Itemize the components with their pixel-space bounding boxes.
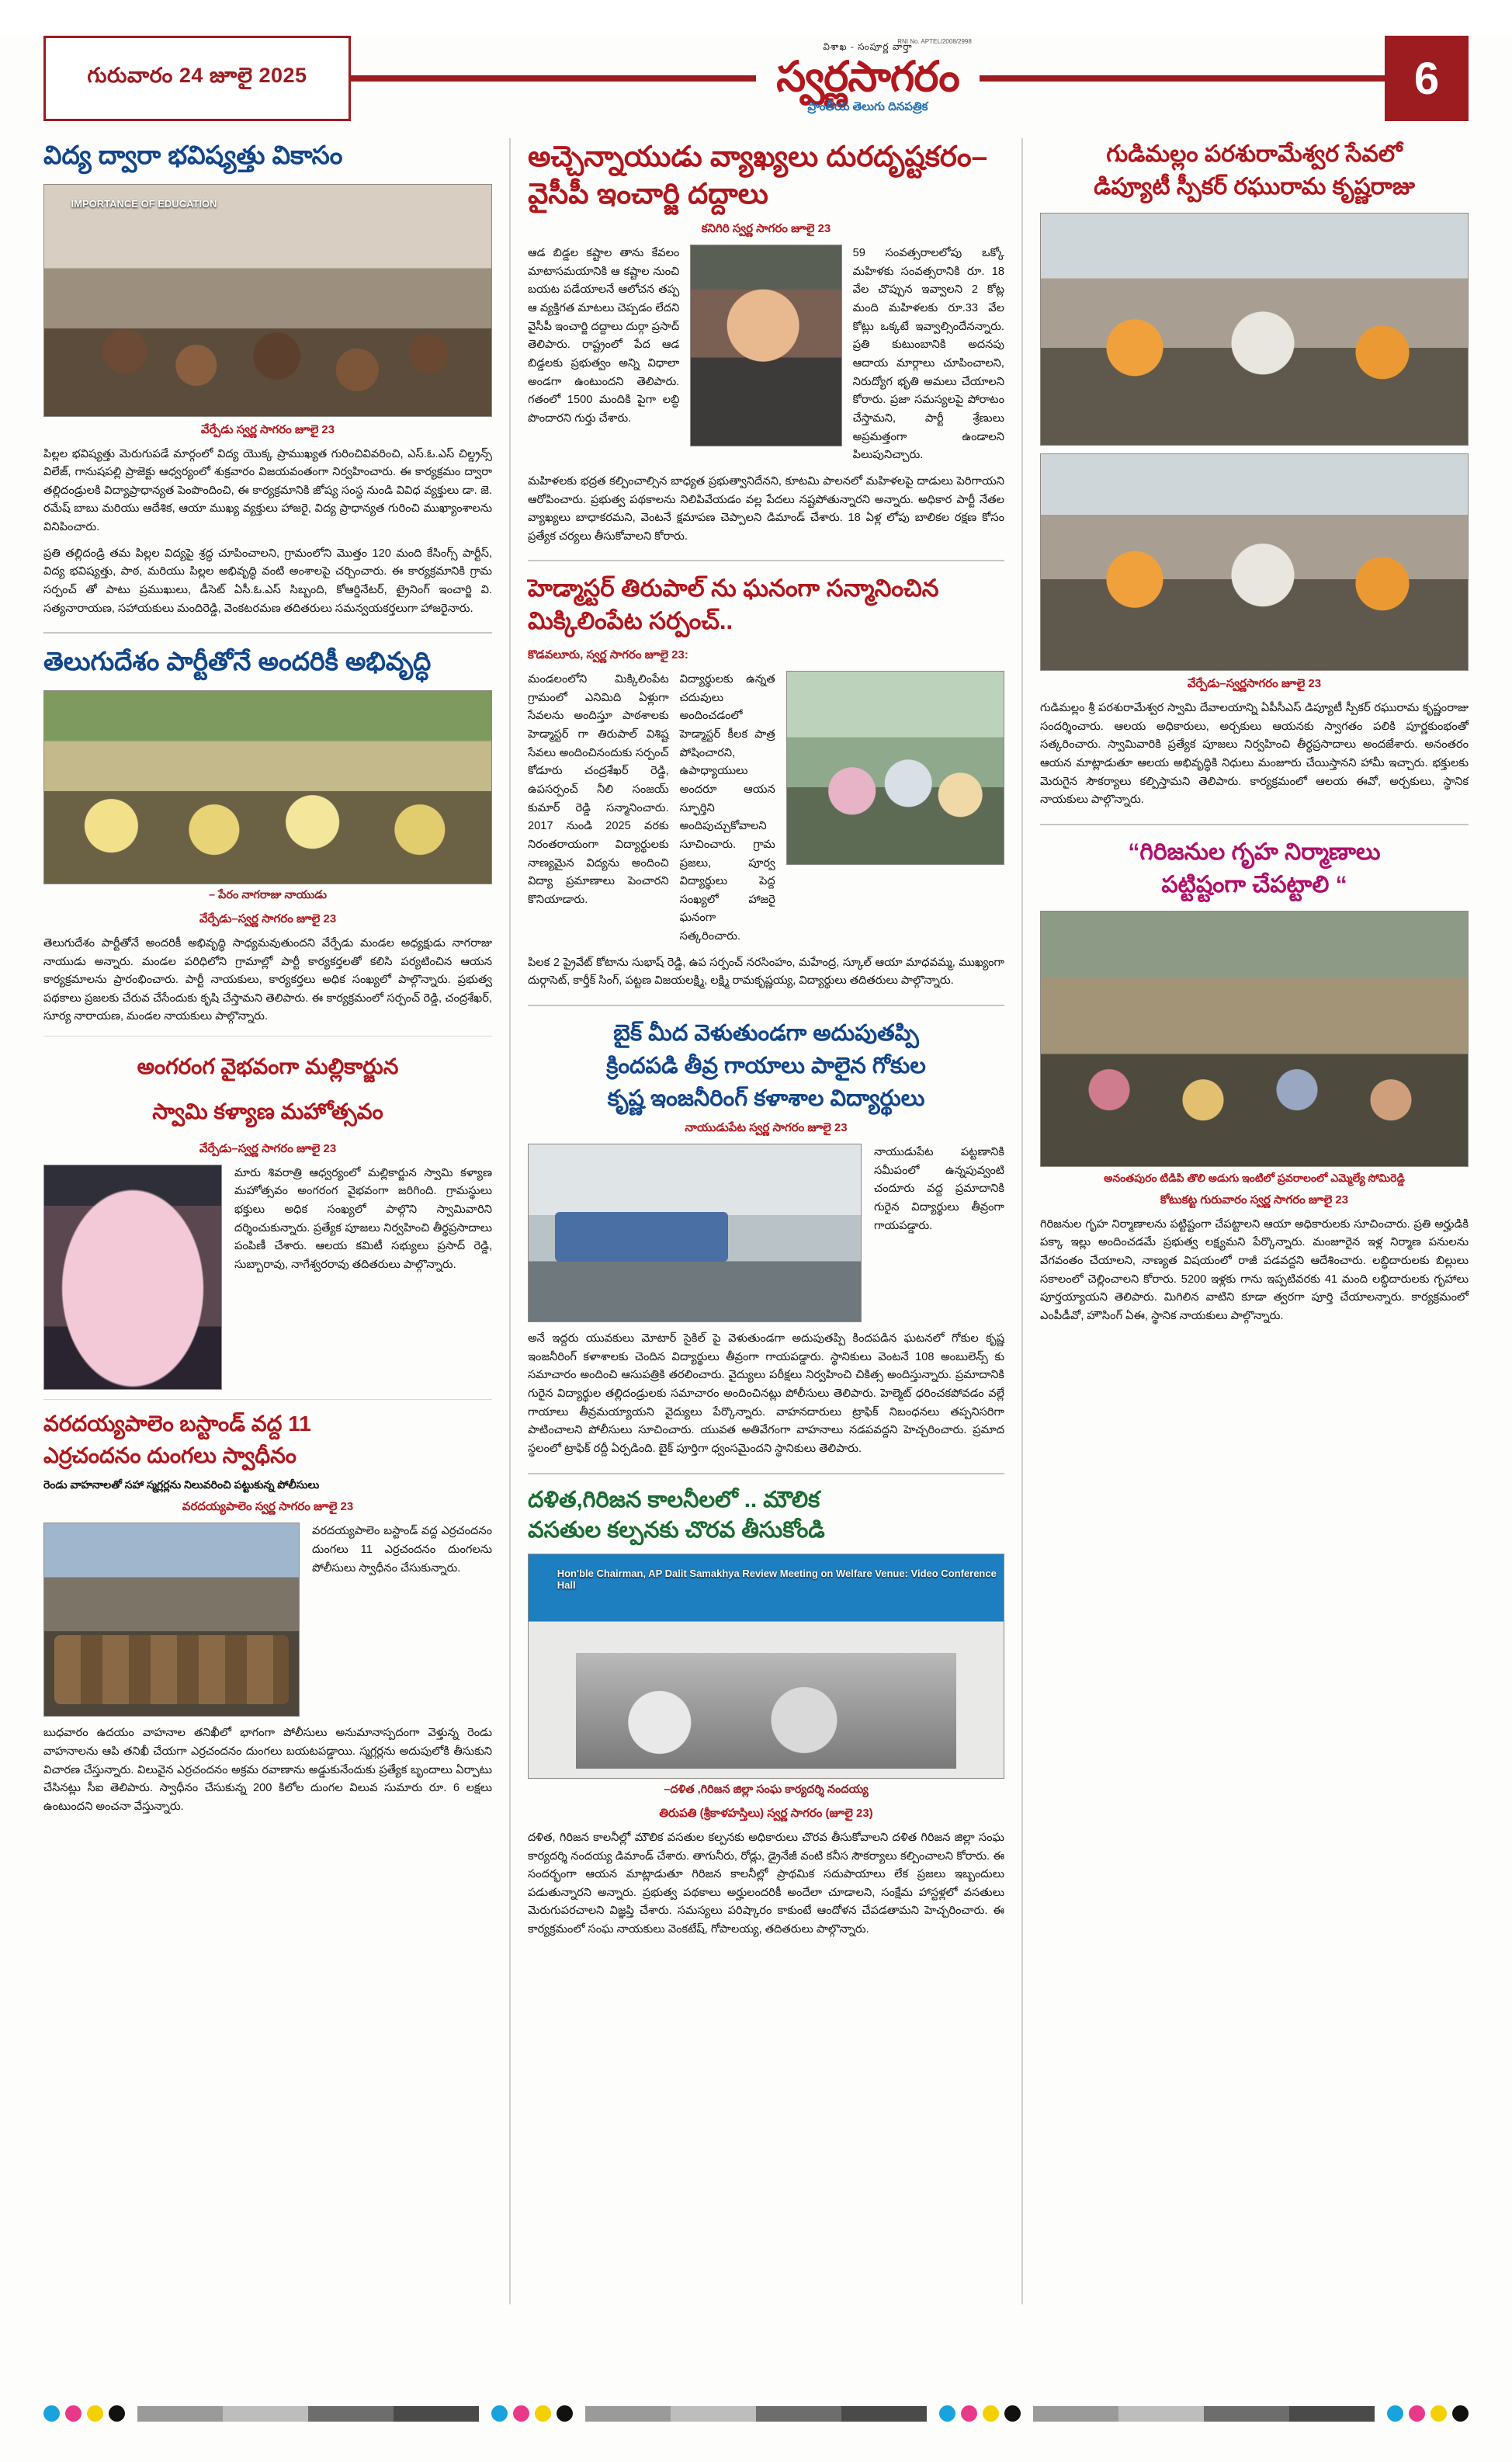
color-dot-cyan-4 [1387,2405,1403,2422]
article-temple-headline-line2: స్వామి కళ్యాణ మహోత్సవం [152,1099,383,1123]
article-dalit [528,1485,1004,1939]
color-dots-2 [491,2405,573,2422]
article-deputy-speaker-photo-2 [1040,453,1469,671]
logo-tagline-top: విశాఖ - సంపూర్ణ వార్తా [823,40,913,52]
color-dot-black [109,2405,125,2422]
publication-date [43,36,351,121]
newspaper-logo [756,37,980,116]
color-dot-black-3 [1004,2405,1021,2422]
article-lead [528,138,1004,546]
article-accident-headline-line1: బైక్ మీద వెళుతుండగా అదుపుతప్పి [613,1021,919,1047]
article-accident-photo [528,1144,862,1322]
article-headmaster-para-2: విద్యార్థులకు ఉన్నత చదువులు అందించడంలో హెడ్మాస్టర్ కీలక పాత్ర పోషించారని, ఉపాధ్యాయులు అందరూ ఆయన స్ఫూర్తిని అందిపుచ్చుకోవాలని సూచించారు. గ్రామ ప్రజలు, పూర్వ విద్యార్థులు పెద్ద సంఖ్యలో హాజరై ఘనంగా సత్కరించారు. [679,673,775,943]
article-lead-headline: అచ్చెన్నాయుడు వ్యాఖ్యలు దురదృష్టకరం–వైసీపీ ఇంచార్జి దద్దాలు [528,141,988,210]
article-deputy-speaker-headline-line2: డిప్యూటీ స్పీకర్ రఘురామ కృష్ణరాజు [1094,174,1415,200]
divider-3 [43,1399,492,1400]
article-headmaster-para-1: మండలంలోని మిక్కిలింపేట గ్రామంలో ఎనిమిది ఏళ్లుగా సేవలను అందిస్తూ పాఠశాలకు హెడ్మాస్టర్ గా తిరుపాల్ విశిష్ట సేవలు అందించినందుకు సర్పంచ్ కోడూరు చంద్రశేఖర్ రెడ్డి, ఉపసర్పంచ్ నీలి సంజయ్ కుమార్ రెడ్డి సన్మానించారు. 2017 నుండి 2025 వరకు నిరంతరాయంగా విద్యార్థులకు నాణ్యమైన విద్యను అందించి విద్యా ప్రమాణాలు పెంచారని కొనియాడారు. [528,673,669,906]
article-seizure [43,1409,492,1817]
article-deputy-speaker-headline-line1: గుడిమల్లం పరశురామేశ్వర సేవలో [1106,141,1403,167]
article-dalit-photo [528,1554,1004,1779]
article-accident-para: అనే ఇద్దరు యువకులు మోటార్ సైకిల్ పై వెళుతుండగా అదుపుతప్పి కిందపడిన ఘటనలో గోకుల కృష్ణ ఇంజనీరింగ్ కళాశాలకు చెందిన విద్యార్థులు తీవ్రంగా గాయపడ్డారు. స్థానికులు వెంటనే 108 అంబులెన్స్ కు సమాచారం అందించి ఆసుపత్రికి తరలించారు. వైద్యులు పరీక్షలు నిర్వహించి చికిత్స అందిస్తున్నారు. ప్రమాదానికి గురైన విద్యార్థుల తల్లిదండ్రులకు సమాచారం అందించినట్లు పోలీసులు తెలిపారు. హెల్మెట్ ధరించకపోవడం వల్లే గాయాలు తీవ్రమయ్యాయని వైద్యులు పేర్కొన్నారు. వాహనదారులు ట్రాఫిక్ నిబంధనలు తప్పనిసరిగా పాటించాలని పోలీసులు సూచించారు. యువత అతివేగంగా వాహనాలు నడపవద్దని హెచ్చరించారు. ప్రమాద స్థలంలో ట్రాఫిక్ రద్దీ ఏర్పడింది. బైక్ పూర్తిగా ధ్వంసమైందని స్థానికులు తెలిపారు. [528,1332,1004,1455]
logo-title: స్వర్ణసాగరం [776,53,959,100]
photo-banner-overlay: Hon'ble Chairman, AP Dalit Samakhya Review Meeting on Welfare Venue: Video Conference Hall [557,1568,997,1592]
article-lead-para-3: 59 సంవత్సరాలలోపు ఒక్కో మహిళకు సంవత్సరానికి రూ. 18 వేల చొప్పున ఇవ్వాలని 2 కోట్ల మంది మహిళలకు రూ.33 వేల కోట్లు ఒక్కటే ఇవ్వాల్సిందేనన్నారు. ప్రతి కుటుంబానికి అదనపు ఆదాయ మార్గాలు చూపించాలని, నిరుద్యోగ భృతి అమలు చేయాలని కోరారు. ప్రజా సమస్యలపై పోరాటం చేస్తామని, పార్టీ శ్రేణులు అప్రమత్తంగా ఉండాలని పిలుపునిచ్చారు. [852,247,1004,462]
article-tribal-housing-caption: అనంతపురం టిడిపి తొలి అడుగు ఇంటిలో ప్రవరాలంలో ఎమ్మెల్యే సోమిరెడ్డి [1104,1171,1405,1184]
divider-4 [528,560,1004,561]
color-dot-yellow-4 [1431,2405,1447,2422]
article-headmaster-byline: కొడవలూరు, స్వర్ణ సాగరం జూలై 23: [528,648,688,662]
color-dot-cyan [43,2405,60,2422]
gray-bar-1 [137,2406,479,2422]
article-tribal-housing-photo [1040,911,1469,1167]
color-dot-black-2 [557,2405,573,2422]
article-seizure-photo [43,1523,300,1717]
article-temple-byline: వేర్పేడు–స్వర్ణ సాగరం జూలై 23 [199,1141,337,1155]
divider-5 [528,1005,1004,1006]
article-deputy-speaker-byline: వేర్పేడు–స్వర్ణసాగరం జూలై 23 [1187,677,1322,690]
article-seizure-subhead: రెండు వాహనాలతో సహా స్మగ్లర్లను నిలువరించి పట్టుకున్న పోలీసులు [43,1478,320,1491]
article-tribal-housing-headline-line2: పట్టిష్టంగా చేపట్టాలి “ [1161,871,1347,898]
article-temple-para: మారు శివరాత్రి ఆధ్వర్యంలో మల్లికార్జున స్వామి కళ్యాణ మహోత్సవం అంగరంగ వైభవంగా జరిగింది. గ్రామస్థులు భక్తులు అధిక సంఖ్యలో పాల్గొని స్వామివారిని దర్శించుకున్నారు. ప్రత్యేక పూజలు నిర్వహించి తీర్థప్రసాదాలు పంపిణీ చేశారు. ఆలయ కమిటీ సభ్యులు ప్రసాద్ రెడ్డి, సుబ్బారావు, నాగేశ్వరరావు తదితరులు పాల్గొన్నారు. [234,1166,492,1271]
color-dot-magenta-3 [961,2405,977,2422]
column-left [43,138,511,2304]
color-dot-yellow-3 [983,2405,999,2422]
article-headmaster [528,572,1004,991]
article-dalit-byline: తిరుపతి (శ్రీకాళహస్తిలు) స్వర్ణ సాగరం (జూలై 23) [659,1806,873,1820]
article-seizure-headline-line2: ఎర్రచందనం దుంగలు స్వాధీనం [43,1443,297,1468]
article-seizure-byline: వరదయ్యపాలెం స్వర్ణ సాగరం జూలై 23 [182,1500,354,1514]
masthead-center [351,36,1385,121]
article-education-photo [43,184,492,417]
article-education-para-1: పిల్లల భవిష్యత్తు మెరుగుపడే మార్గంలో విద్య యొక్క ప్రాముఖ్యత గురించివివరించి, ఎస్.ఓ.ఎస్ చిల్డ్రన్స్ విలేజ్, గానుషపల్లి ప్రాజెక్టు ఆధ్వర్యంలో శుక్రవారం విజయవంతంగా నిర్వహించారు. ఈ కార్యక్రమం ద్వారా తల్లిదండ్రులకి విద్యాప్రాధాన్యత పెంపొందించి, ఈ కార్యక్రమానికి జోష్య సంస్థ నుండి వివిధ వ్యక్తులు డా. జె. రమేష్ బాబు మరియు ఆదేశిక, ఆయా ముఖ్య వ్యక్తులు హాజరై, విద్య ప్రాధాన్యత గురించి ముఖ్యాంశాలను వినిపించారు. [43,447,492,534]
gray-bar-2 [585,2406,927,2422]
color-dot-cyan-2 [491,2405,508,2422]
article-education [43,138,492,618]
article-deputy-speaker [1040,138,1469,810]
article-seizure-para: బుధవారం ఉదయం వాహనాల తనిఖీలో భాగంగా పోలీసులు అనుమానాస్పదంగా వెళ్తున్న రెండు వాహనాలను ఆపి తనిఖీ చేయగా ఎర్రచందనం దుంగలు బయటపడ్డాయి. స్మగ్లర్లను అదుపులోకి తీసుకుని విచారణ చేస్తున్నారు. విలువైన ఎర్రచందనం అక్రమ రవాణాను అడ్డుకునేందుకు ప్రత్యేక బృందాలు ఏర్పాటు చేసినట్లు సీఐ తెలిపారు. స్వాధీనం చేసుకున్న 200 కిలోల దుంగల విలువ సుమారు రూ. 6 లక్షలు ఉంటుందని అంచనా వేస్తున్నారు. [43,1727,492,1813]
article-tribal-housing-para: గిరిజనుల గృహ నిర్మాణాలను పట్టిష్టంగా చేపట్టాలని ఆయా అధికారులకు సూచించారు. ప్రతి అర్హుడికి పక్కా ఇల్లు అందించడమే ప్రభుత్వ లక్ష్యమని పేర్కొన్నారు. మంజూరైన ఇళ్ల నిర్మాణ పనులను వేగవంతం చేయాలని, నాణ్యత విషయంలో రాజీ పడవద్దని ఆదేశించారు. లబ్ధిదారులకు బిల్లులు సకాలంలో చెల్లించాలని కోరారు. 5200 ఇళ్లకు గాను ఇప్పటివరకు 41 మంది లబ్ధిదారులకు గృహాలు పూర్తయ్యాయని తెలిపారు. మిగిలిన వాటిని కూడా త్వరగా పూర్తి చేయాలన్నారు. కార్యక్రమంలో ఎంపీడీవో, హౌసింగ్ ఏఈ, స్థానిక నాయకులు పాల్గొన్నారు. [1040,1217,1469,1323]
divider-2 [43,1036,492,1037]
article-accident-byline: నాయుడుపేట స్వర్ణ సాగరం జూలై 23 [685,1121,848,1135]
article-education-para-2: ప్రతి తల్లిదండ్రి తమ పిల్లల విద్యపై శ్రద్ధ చూపించాలని, గ్రామంలోని మొత్తం 120 మంది కేసింగ్స్ పార్టీస్, విద్య భవిష్యత్తు, పాఠ, మరియు పిల్లల అభివృద్ధి వంటి అంశాలపై చర్చించారు. ఈ కార్యక్రమానికి గ్రామ సర్పంచ్ తో పాటు ప్రముఖులు, డీసెట్ ఏసీ.ఓ.ఎస్ సిబ్బంది, కోఆర్డినేటర్, ట్రైనింగ్ ఇంచార్జి వి. సత్యనారాయణ, సహాయకులు మందిరెడ్డి, వెంకటరమణ తదితరులు సమన్వయకర్తలుగా హాజరైనారు. [43,547,492,615]
article-tdp-photo [43,690,492,884]
photo-banner-text: IMPORTANCE OF EDUCATION [71,198,217,210]
article-deputy-speaker-para: గుడిమల్లం శ్రీ పరశురామేశ్వర స్వామి దేవాలయాన్ని ఏపీసీఎస్ డిప్యూటీ స్పీకర్ రఘురామ కృష్ణంరాజు సందర్శించారు. ఆలయ అధికారులు, అర్చకులు ఆయనకు స్వాగతం పలికి పూర్ణకుంభంతో సత్కరించారు. స్వామివారికి ప్రత్యేక పూజలు నిర్వహించి తీర్థప్రసాదాలు అందజేశారు. అనంతరం ఆయన మాట్లాడుతూ ఆలయ అభివృద్ధికి నిధులు మంజూరు చేయిస్తానని హామీ ఇచ్చారు. భక్తులకు మెరుగైన సౌకర్యాలు కల్పిస్తామని తెలిపారు. కార్యక్రమంలో ఆలయ ఈవో, అర్చకులు, స్థానిక నాయకులు పాల్గొన్నారు. [1040,702,1469,807]
color-dot-black-4 [1452,2405,1469,2422]
footer-registration-marks [43,2405,1469,2422]
date-text: గురువారం 24 జూలై 2025 [87,64,307,87]
logo-tagline-bottom: ప్రాంతీయ తెలుగు దినపత్రిక [807,99,928,113]
article-education-byline: వేర్పేడు స్వర్ణ సాగరం జూలై 23 [200,422,335,436]
column-right [1023,138,1469,2304]
article-tribal-housing-byline: కోటుకట్ట గురువారం స్వర్ణ సాగరం జూలై 23 [1160,1193,1349,1207]
article-temple-photo [43,1165,222,1390]
color-dot-magenta-2 [513,2405,529,2422]
article-dalit-headline-line1: దళిత,గిరిజన కాలనీలలో .. మౌలిక [528,1487,820,1512]
article-accident-sidepara: నాయుడుపేట పట్టణానికి సమీపంలో ఉన్నపువ్వంటి చందూరు వద్ద ప్రమాదానికి గురైన విద్యార్థులు తీవ్రంగా గాయపడ్డారు. [874,1146,1004,1232]
article-deputy-speaker-photo-1 [1040,213,1469,446]
article-headmaster-para-3: పిలక 2 ప్రైవేట్ కోటాను సుభాష్ రెడ్డి, ఉప సర్పంచ్ నరసింహం, మహేంద్ర, స్కూల్ ఆయా మాధవమ్మ, ముఖ్యంగా దుర్గాసెట్, కార్తీక్ సింగ్, పట్టణ విజయలక్ష్మి, లక్ష్మి రామకృష్ణయ్య, విద్యార్థులు తదితరులు పాల్గొన్నారు. [528,956,1004,988]
article-tribal-housing-headline-line1: “గిరిజనుల గృహ నిర్మాణాలు [1128,839,1381,865]
article-tdp-byline: వేర్పేడు–స్వర్ణ సాగరం జూలై 23 [199,912,337,925]
article-tdp-headline: తెలుగుదేశం పార్టీతోనే అందరికీ అభివృద్ధి [43,647,432,676]
color-dots-3 [939,2405,1021,2422]
page-content [43,138,1469,2304]
color-dot-magenta [65,2405,81,2422]
divider-1 [43,632,492,634]
divider-6 [528,1473,1004,1474]
color-dot-yellow-2 [535,2405,551,2422]
article-tdp-credit: – పేరం నాగరాజు నాయుడు [208,888,328,901]
article-temple [43,1046,492,1390]
article-accident-headline-line3: కృష్ణ ఇంజనీరింగ్ కళాశాల విద్యార్థులు [607,1086,925,1112]
article-lead-para-1: ఆడ బిడ్డల కష్టాల తాను కేవలం మాటాసమయానికి ఆ కష్టాల నుంచి బయట పడేయాలనే ఆలోచన తప్ప ఆ వ్యక్తిగత మాటలు చెప్పడం లేదని వైసీపీ ఇంచార్జి దద్దాలు దుర్గా ప్రసాద్ తెలిపారు. రాష్ట్రంలో పేద ఆడ బిడ్డలకు ప్రభుత్వం అన్ని విధాలా అండగా ఉంటుందని తెలిపారు. గతంలో 1500 మందికి పైగా లబ్ధి పొందారని గుర్తు చేశారు. [528,247,680,425]
color-dot-cyan-3 [939,2405,955,2422]
article-headmaster-photo [786,671,1004,865]
article-lead-photo [690,245,841,446]
article-temple-headline-line1: అంగరంగ వైభవంగా మల్లికార్జున [137,1054,399,1079]
gray-bar-3 [1033,2406,1375,2422]
article-accident [528,1017,1004,1459]
article-seizure-sidepara: వరదయ్యపాలెం బస్టాండ్ వద్ద ఎర్రచందనం దుంగలు 11 ఎర్రచందనం దుంగలను పోలీసులు స్వాధీనం చేసుకున్నారు. [312,1525,492,1575]
article-dalit-para: దళిత, గిరిజన కాలనీల్లో మౌలిక వసతుల కల్పనకు అధికారులు చొరవ తీసుకోవాలని దళిత గిరిజన జిల్లా సంఘ కార్యదర్శి నందయ్య డిమాండ్ చేశారు. తాగునీరు, రోడ్లు, డ్రైనేజీ వంటి కనీస సౌకర్యాలు కల్పించాలని కోరారు. ఈ సందర్భంగా ఆయన మాట్లాడుతూ గిరిజన కాలనీల్లో ప్రాథమిక సదుపాయాలు లేక ప్రజలు ఇబ్బందులు పడుతున్నారని అన్నారు. ప్రభుత్వ పథకాలు అర్హులందరికీ అందేలా చూడాలని, సంక్షేమ హాస్టళ్లలో వసతులు మెరుగుపరచాలని విజ్ఞప్తి చేశారు. సమస్యలు పరిష్కారం కాకుంటే ఆందోళన చేపడతామని హెచ్చరించారు. ఈ కార్యక్రమంలో సంఘ నాయకులు వెంకటేష్, గోపాలయ్య, తదితరులు పాల్గొన్నారు. [528,1831,1004,1936]
article-dalit-headline-line2: వసతుల కల్పనకు చొరవ తీసుకోండి [528,1517,825,1543]
registration-number: RNI No. APTEL/2008/2998 [897,37,972,45]
article-tdp [43,644,492,1026]
article-headmaster-headline: హెడ్మాస్టర్ తిరుపాల్ ను ఘనంగా సన్మానించిన మిక్కిలింపేట సర్పంచ్.. [528,575,939,635]
article-lead-para-2: మహిళలకు భద్రత కల్పించాల్సిన బాధ్యత ప్రభుత్వానిదేనని, కూటమి పాలనలో మహిళలపై దాడులు పెరిగాయని ఆరోపించారు. ప్రభుత్వ పథకాలను నిలిపివేయడం వల్ల పేదలు నష్టపోతున్నారని అన్నారు. అధికార పార్టీ నేతల వ్యాఖ్యలు బాధాకరమని, వెంటనే క్షమాపణ చెప్పాలని డిమాండ్ చేశారు. 18 ఏళ్ల లోపు బాలికల రక్షణ కోసం ప్రత్యేక చర్యలు తీసుకోవాలని కోరారు. [528,474,1004,543]
article-dalit-credit: –దళిత ,గిరిజన జిల్లా సంఘ కార్యదర్శి నందయ్య [664,1783,869,1796]
article-lead-byline: కనిగిరి స్వర్ణ సాగరం జూలై 23 [701,222,831,236]
column-center [511,138,1023,2304]
color-dot-magenta-4 [1409,2405,1425,2422]
page-number: 6 [1385,36,1469,121]
article-accident-headline-line2: క్రిందపడి తీవ్ర గాయాలు పాలైన గోకుల [606,1054,926,1079]
divider-7 [1040,824,1469,825]
newspaper-page [0,36,1512,2462]
masthead [43,36,1469,121]
color-dots-1 [43,2405,125,2422]
article-tribal-housing [1040,836,1469,1326]
article-tdp-para: తెలుగుదేశం పార్టీతోనే అందరికీ అభివృద్ధి సాధ్యమవుతుందని వేర్పేడు మండల అధ్యక్షుడు నాగరాజు నాయుడు అన్నారు. మండల పరిధిలోని గ్రామాల్లో పార్టీ కార్యకర్తలతో కలిసి పర్యటించిన ఆయన కార్యక్రమాలను ప్రారంభించారు. పార్టీ నాయకులు, కార్యకర్తలు అధిక సంఖ్యలో పాల్గొన్నారు. ప్రభుత్వ పథకాలు ప్రజలకు చేరువ చేసేందుకు కృషి చేస్తామని తెలిపారు. ఈ కార్యక్రమంలో సర్పంచ్ రెడ్డి, చంద్రశేఖర్, సూర్య నారాయణ, మండల నాయకులు పాల్గొన్నారు. [43,936,492,1023]
color-dot-yellow [87,2405,103,2422]
color-dots-4 [1387,2405,1469,2422]
article-education-headline: విద్య ద్వారా భవిష్యత్తు వికాసం [43,141,343,169]
article-seizure-headline-line1: వరదయ్యపాలెం బస్టాండ్ వద్ద 11 [43,1411,311,1436]
